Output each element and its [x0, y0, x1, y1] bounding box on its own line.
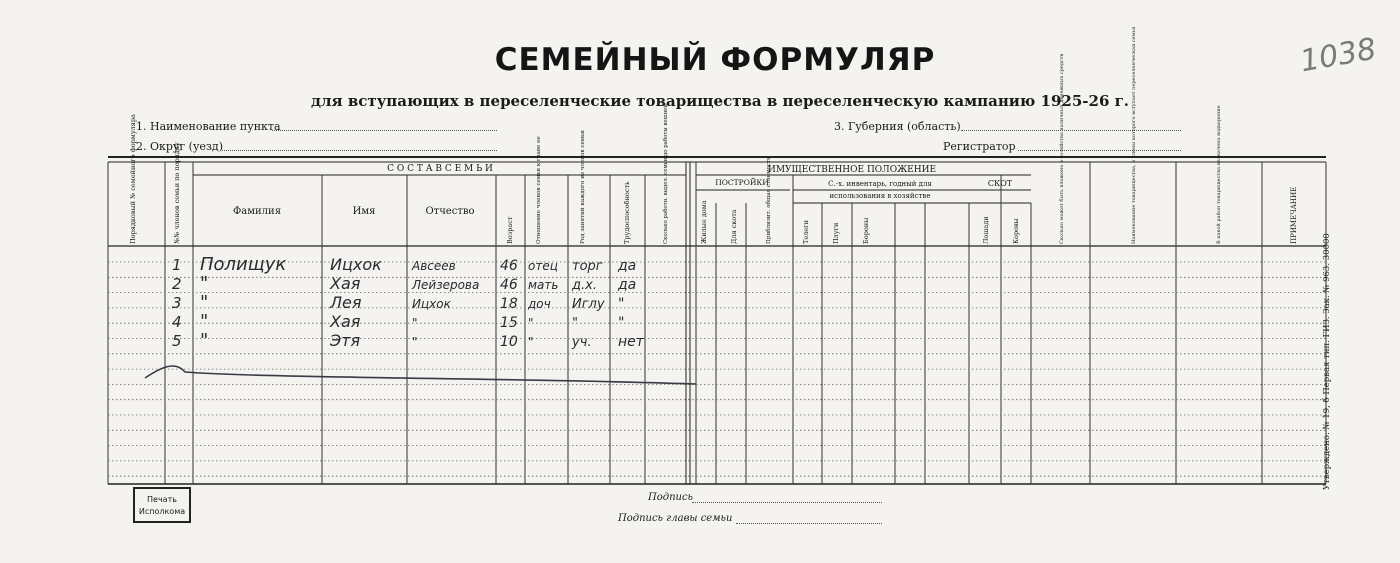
cell-name: Хая	[330, 312, 361, 331]
col-surname: Фамилия	[232, 206, 282, 217]
col-cattle-shed: Для скота	[730, 209, 738, 244]
header-buildings: ПОСТРОЙКИ	[715, 178, 769, 187]
form-subtitle: для вступающих в переселенческие товарищества в переселенческую кампанию 1925-26 г.	[310, 92, 1130, 110]
col-age: Возраст	[506, 216, 514, 244]
stamp-label: Печать Исполкома	[138, 495, 186, 516]
col-ability: Трудоспособность	[623, 181, 631, 244]
head-signature-label: Подпись главы семьи	[618, 513, 733, 524]
form-title: СЕМЕЙНЫЙ ФОРМУЛЯР	[494, 42, 936, 78]
cell-ability: "	[618, 296, 625, 312]
cell-patronymic: Лейзерова	[412, 278, 480, 292]
cell-age: 46	[500, 258, 518, 274]
cell-relation: "	[528, 316, 534, 330]
header-property-group: ИМУЩЕСТВЕННОЕ ПОЛОЖЕНИЕ	[767, 165, 937, 175]
col-district: В какой район товарищества назначено водворение	[1216, 105, 1222, 244]
cell-occupation: торг	[572, 259, 603, 274]
printer-imprint: Утверждено: № 19, б Первая тип. ГИЗ. Зак. № 963. 30000	[1322, 233, 1332, 490]
col-cash: Сколько может быть вложено в хозяйство наличных денежных средств	[1059, 53, 1065, 244]
cell-num: 2	[172, 275, 182, 293]
cell-age: 46	[500, 277, 518, 293]
cell-num: 1	[172, 256, 182, 274]
col-ploughs: Плуги	[832, 222, 840, 244]
col-partnership: Наименование товарищества, в члены которого вступает переселенческая семья	[1131, 26, 1137, 244]
header-inventory-l2: использования в хозяйстве	[829, 192, 931, 200]
field-gubernia-label: 3. Губерния (область)	[834, 120, 961, 133]
cell-occupation: д.х.	[572, 278, 597, 293]
cell-surname: "	[200, 330, 209, 351]
signature-label: Подпись	[648, 492, 694, 503]
cell-relation: "	[528, 335, 534, 349]
header-inventory-l1: С.-х. инвентарь, годный для	[828, 180, 932, 188]
col-house: Жилые дома	[700, 200, 708, 244]
cell-age: 10	[500, 334, 518, 350]
cell-name: Хая	[330, 274, 361, 293]
col-horses: Лошади	[982, 216, 990, 244]
cell-age: 18	[500, 296, 518, 312]
cell-occupation: "	[572, 316, 578, 331]
col-harrows: Бороны	[862, 217, 870, 244]
col-occupation: Род занятий каждого из членов семьи	[580, 130, 586, 244]
col-member-no: №№ членов семьи по порядку	[173, 142, 181, 244]
cell-surname: "	[200, 311, 209, 332]
cell-relation: доч	[528, 297, 551, 311]
cell-ability: нет	[618, 334, 644, 350]
cell-surname: "	[200, 292, 209, 313]
header-family-group: С О С Т А В С Е М Ь И	[387, 164, 493, 174]
cell-relation: отец	[528, 259, 558, 273]
handwritten-number: 1038	[1297, 31, 1379, 80]
cell-ability: "	[618, 315, 625, 331]
cell-patronymic: "	[412, 335, 418, 349]
cell-name: Лея	[330, 293, 362, 312]
col-serial: Порядковый № семейного формуляра	[129, 114, 137, 244]
field-okrug-label: 2. Округ (уезд)	[136, 140, 223, 153]
closing-stroke	[145, 366, 696, 384]
cell-surname: "	[200, 273, 209, 294]
cell-occupation: уч.	[572, 335, 592, 350]
cell-num: 4	[172, 313, 182, 331]
col-carts: Телеги	[802, 220, 810, 244]
field-registrar-label: Регистратор	[943, 140, 1016, 153]
field-point-label: 1. Наименование пункта	[136, 120, 281, 133]
cell-num: 3	[172, 294, 182, 312]
cell-ability: да	[618, 277, 637, 293]
head-signature-line[interactable]	[736, 513, 882, 524]
cell-name: Этя	[330, 331, 361, 350]
cell-num: 5	[172, 332, 182, 350]
cell-ability: да	[618, 258, 637, 274]
cell-occupation: Иглу	[572, 297, 605, 312]
col-away: Сколько работн. выдел. семьи до работы вешней	[663, 104, 669, 244]
col-name: Имя	[352, 206, 376, 217]
stamp-box	[133, 487, 191, 523]
cell-patronymic: Авсеев	[412, 259, 456, 273]
cell-patronymic: Ицхок	[412, 297, 451, 311]
cell-relation: мать	[528, 278, 559, 292]
signature-line[interactable]	[692, 492, 882, 503]
cell-name: Ицхок	[330, 255, 382, 274]
cell-age: 15	[500, 315, 518, 331]
cell-surname: Полищук	[200, 254, 287, 275]
col-other-bld: Приблизит. общая стоимость	[766, 156, 772, 244]
col-relation: Отношение членов семьи к главе ее	[536, 136, 542, 244]
col-notes: ПРИМЕЧАНИЕ	[1290, 186, 1298, 244]
col-patronymic: Отчество	[425, 206, 475, 217]
header-livestock: СКОТ	[987, 179, 1013, 188]
cell-patronymic: "	[412, 316, 418, 330]
col-cows: Коровы	[1012, 218, 1020, 244]
